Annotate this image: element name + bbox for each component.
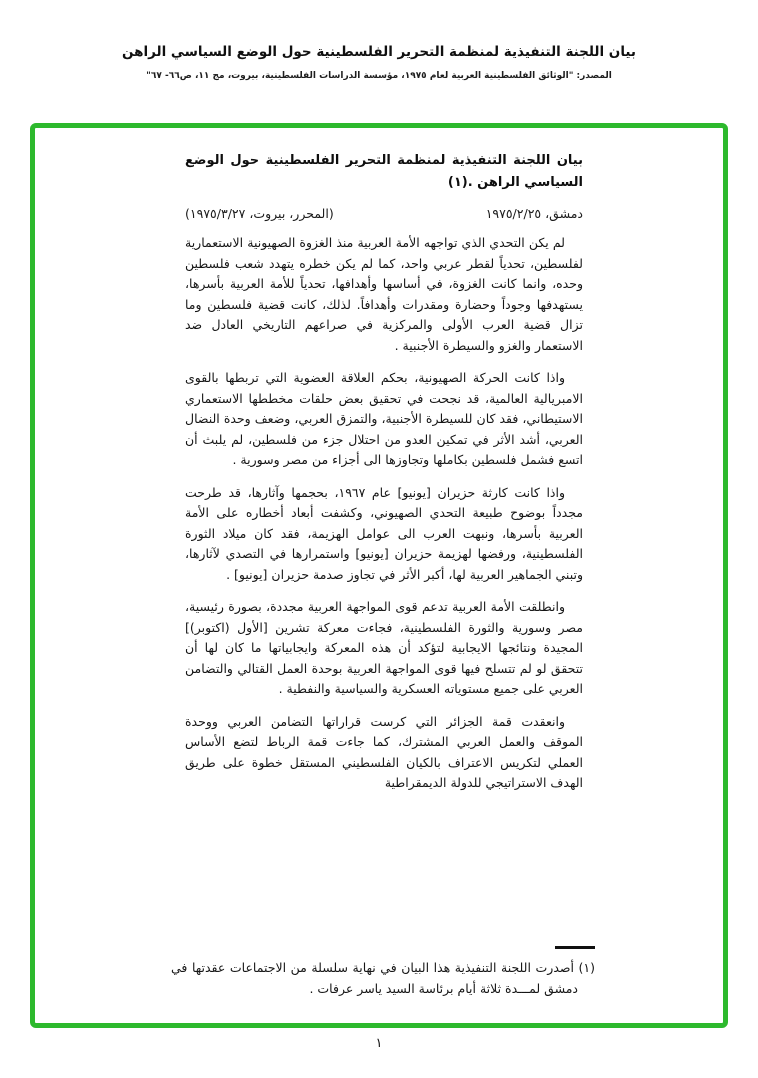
dateline-place-date: دمشق، ٢٥‏/‏٢‏/‏١٩٧٥: [485, 206, 583, 222]
footnote-section: [171, 946, 595, 1023]
paragraph: وانطلقت الأمة العربية تدعم قوى المواجهة العربية مجددة، بصورة رئيسية، مصر وسورية والثورة الفلسطينية، فجاءت معركة تشرين [الأول (اكتوبر)] المجيدة ونتائجها الايجابية لتؤكد أن هذه المعركة وايجابياتها ما كان لها أن تتحقق لو لم تتسلح فيها قوى المواجهة العربية بوحدة العمل القتالي والتضامن العربي على جميع مستوياته العسكرية والسياسية والنفطية .: [185, 599, 583, 697]
statement-title: بيان اللجنة التنفيذية لمنظمة التحرير الفلسطينية حول الوضع السياسي الراهن .(١): [185, 153, 583, 191]
paragraph: واذا كانت كارثة حزيران [يونيو] عام ١٩٦٧، بحجمها وآثارها، قد طرحت مجدداً بوضوح طبيعة التحدي الصهيوني، وكشفت أبعاد أخطاره على الأمة العربية بأسرها، ونبهت العرب الى عوامل الهزيمة، فقد كان ميلاد الثورة الفلسطينية، ورفضها لهزيمة حزيران [يونيو] واستمرارها في التصدي لآثارها، وتبني الجماهير العربية لها، أكبر الأثر في تجاوز صدمة حزيران [يونيو] .: [185, 484, 583, 582]
scanned-document-frame: [30, 123, 728, 1028]
dateline-publication: (المحرر، بيروت، ٢٧‏/‏٣‏/‏١٩٧٥): [185, 206, 334, 222]
paragraph: وانعقدت قمة الجزائر التي كرست قراراتها التضامن العربي ووحدة الموقف والعمل العربي المشترك، كما جاءت قمة الرباط لتضع الأساس العملي لتكريس الاعتراف بالكيان الفلسطيني المستقل خطوة على طريق الهدف الاستراتيجي للدولة الديمقراطية: [185, 713, 583, 791]
paragraph: لم يكن التحدي الذي تواجهه الأمة العربية منذ الغزوة الصهيونية الاستعمارية لفلسطين، تحدياً لقطر عربي واحد، كما لم يكن خطره يتهدد شعب فلسطين وحده، وانما كانت الغزوة، في أساسها وأهدافها، تحدياً للأمة العربية بأسرها، يستهدفها وجوداً وحضارة ومقدرات وأهدافاً. لذلك، كانت قضية فلسطين وما تزال قضية العرب الأولى والمركزية في صراعهم التاريخي العادل ضد الاستعمار والغزو والسيطرة الأجنبية .: [185, 235, 583, 353]
page-header: [0, 0, 758, 81]
dateline: [185, 206, 583, 221]
document-header-title: بيان اللجنة التنفيذية لمنظمة التحرير الفلسطينية حول الوضع السياسي الراهن: [122, 44, 636, 60]
page-number: ١: [375, 1036, 383, 1051]
footnote-separator-rule: [555, 946, 595, 949]
footnote: (١) أصدرت اللجنة التنفيذية هذا البيان في نهاية سلسلة من الاجتماعات عقدتها في دمشق لمـــدة ثلاثة أيام برئاسة السيد ياسر عرفات .: [171, 960, 595, 996]
document-body: [185, 150, 583, 794]
paragraph: واذا كانت الحركة الصهيونية، بحكم العلاقة العضوية التي تربطها بالقوى الامبريالية العالمية، قد نجحت في تحقيق بعض حلقات مخططها الاستعماري الاستيطاني، فقد كان للسيطرة الأجنبية، والتمزق العربي، وضعف وحدة النضال العربي، أشد الأثر في تمكين العدو من احتلال جزء من فلسطين، لم يلبث أن اتسع فشمل فلسطين بكاملها وتجاوزها الى أجزاء من مصر وسورية .: [185, 370, 583, 468]
source-citation: المصدر: "الوثائق الفلسطينية العربية لعام ١٩٧٥، مؤسسة الدراسات الفلسطينية، بيروت، مج ١١، ص٦٦- ٦٧": [146, 71, 612, 81]
